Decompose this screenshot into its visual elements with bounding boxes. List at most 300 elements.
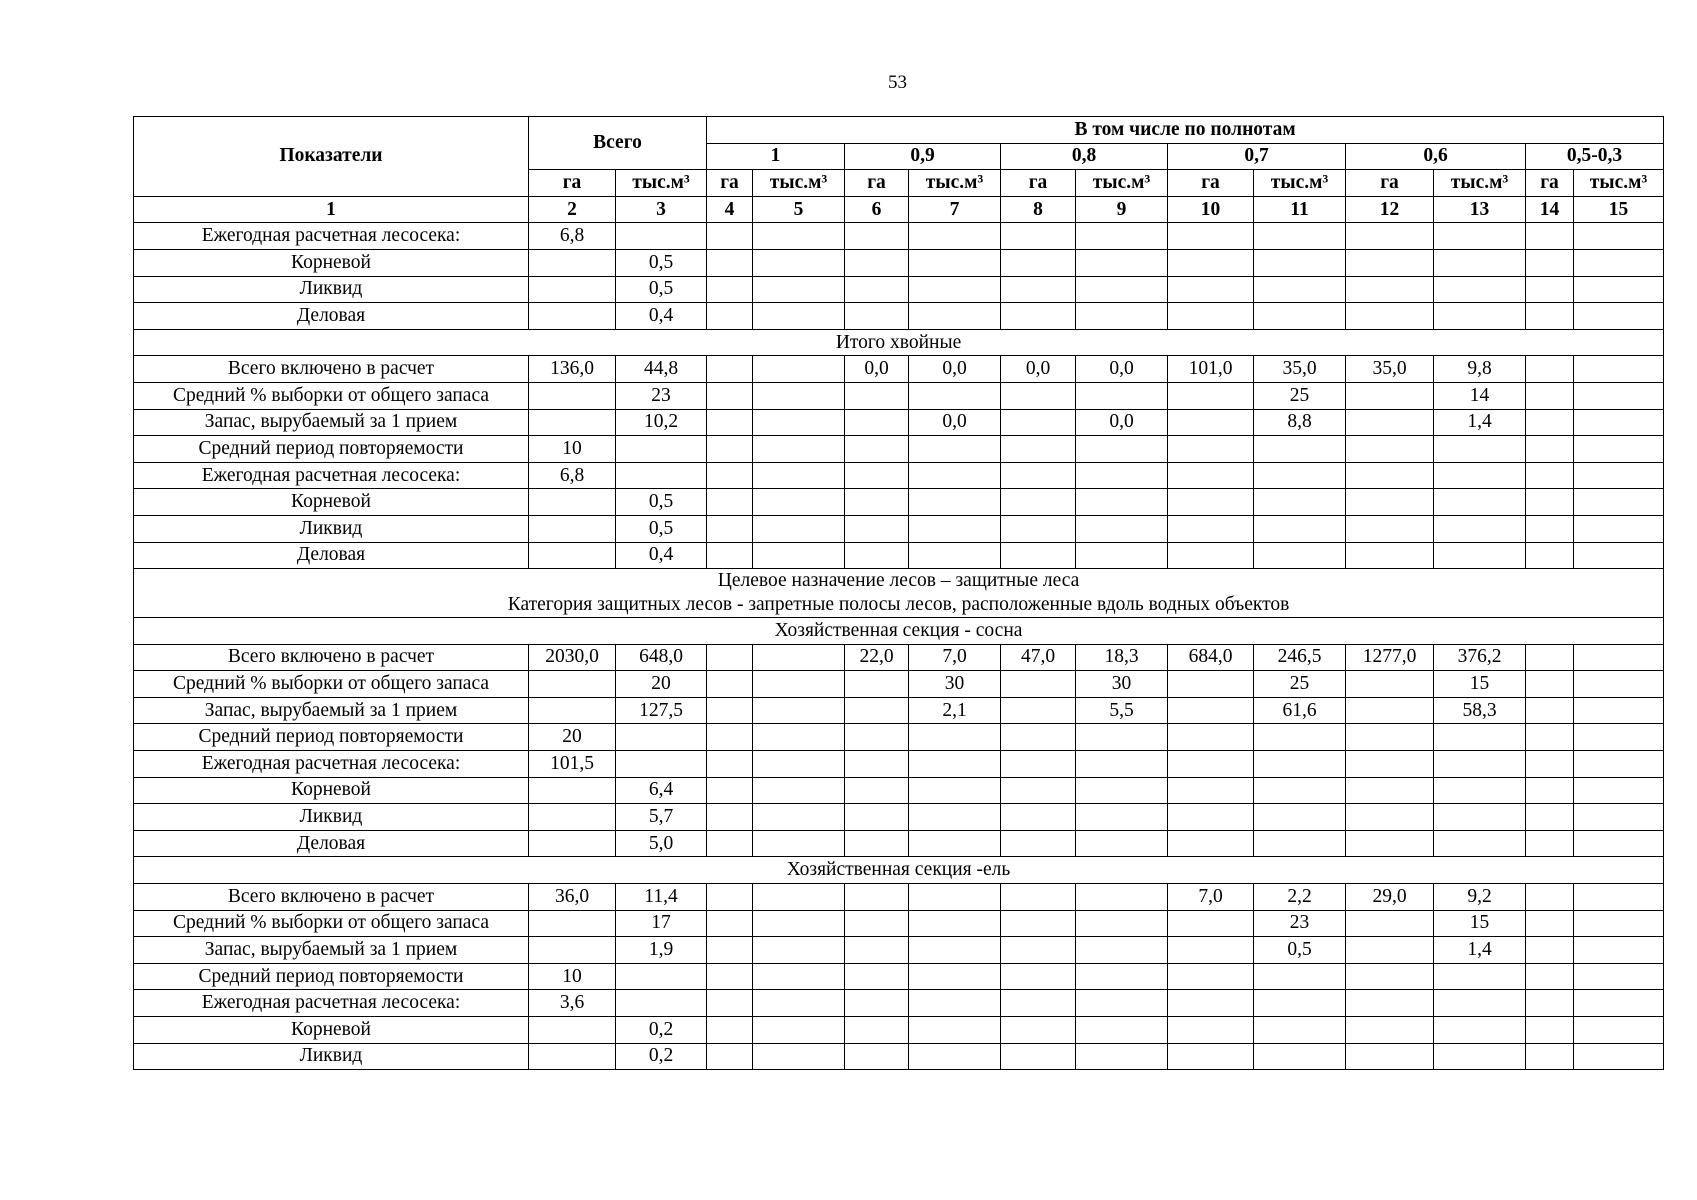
- table-cell: [1526, 671, 1574, 698]
- row-label: Корневой: [134, 777, 529, 804]
- table-cell: [909, 990, 1001, 1017]
- table-cell: [1168, 409, 1254, 436]
- table-cell: [616, 462, 707, 489]
- table-cell: [1574, 644, 1664, 671]
- table-cell: [1574, 671, 1664, 698]
- table-cell: [529, 697, 616, 724]
- table-cell: 29,0: [1346, 884, 1434, 911]
- table-cell: 23: [1254, 910, 1346, 937]
- table-cell: 0,5: [616, 515, 707, 542]
- table-cell: [753, 462, 845, 489]
- table-cell: [1254, 276, 1346, 303]
- section-title-line: Категория защитных лесов - запретные полосы лесов, расположенные вдоль водных объектов: [507, 594, 1290, 616]
- table-cell: [707, 910, 753, 937]
- table-cell: [529, 1017, 616, 1044]
- table-cell: [845, 436, 909, 463]
- unit-ha: га: [1346, 170, 1434, 197]
- unit-ha: га: [1001, 170, 1076, 197]
- table-cell: [1168, 963, 1254, 990]
- table-cell: 18,3: [1076, 644, 1168, 671]
- column-number: 2: [529, 196, 616, 223]
- table-cell: [529, 542, 616, 569]
- table-cell: [1001, 724, 1076, 751]
- table-cell: 6,8: [529, 462, 616, 489]
- table-cell: [1574, 751, 1664, 778]
- section-title: [134, 857, 1664, 884]
- section-row: [134, 569, 1664, 618]
- table-cell: [1346, 462, 1434, 489]
- table-cell: [909, 223, 1001, 250]
- table-cell: 30: [909, 671, 1001, 698]
- table-cell: [1526, 910, 1574, 937]
- table-cell: [1346, 777, 1434, 804]
- table-cell: [1168, 804, 1254, 831]
- row-label: Запас, вырубаемый за 1 прием: [134, 937, 529, 964]
- table-row: [134, 830, 1664, 857]
- table-cell: [1526, 515, 1574, 542]
- row-label: Деловая: [134, 542, 529, 569]
- table-cell: [1076, 777, 1168, 804]
- table-cell: [1346, 409, 1434, 436]
- table-cell: 35,0: [1346, 356, 1434, 383]
- table-cell: [707, 990, 753, 1017]
- section-row: [134, 857, 1664, 884]
- table-row: [134, 804, 1664, 831]
- table-cell: [1001, 990, 1076, 1017]
- table-row: [134, 990, 1664, 1017]
- table-cell: [707, 542, 753, 569]
- table-cell: [1076, 724, 1168, 751]
- table-cell: [1168, 249, 1254, 276]
- column-number: 9: [1076, 196, 1168, 223]
- table-cell: [909, 542, 1001, 569]
- section-title-line: Хозяйственная секция -ель: [786, 859, 1011, 881]
- table-row: [134, 671, 1664, 698]
- table-cell: [1001, 910, 1076, 937]
- section-title: [134, 618, 1664, 645]
- table-row: [134, 462, 1664, 489]
- table-cell: [845, 697, 909, 724]
- row-label: Ежегодная расчетная лесосека:: [134, 990, 529, 1017]
- table-cell: [1574, 542, 1664, 569]
- table-cell: 20: [616, 671, 707, 698]
- section-title: [134, 329, 1664, 356]
- table-cell: [1254, 436, 1346, 463]
- table-cell: [1254, 542, 1346, 569]
- table-cell: [1001, 804, 1076, 831]
- table-cell: [845, 515, 909, 542]
- table-cell: 136,0: [529, 356, 616, 383]
- table-row: [134, 542, 1664, 569]
- table-row: [134, 937, 1664, 964]
- table-cell: [845, 937, 909, 964]
- table-cell: [845, 910, 909, 937]
- column-number: 7: [909, 196, 1001, 223]
- table-cell: [909, 963, 1001, 990]
- table-cell: [1076, 303, 1168, 330]
- table-cell: [1526, 751, 1574, 778]
- table-cell: [1574, 1017, 1664, 1044]
- table-cell: [753, 990, 845, 1017]
- table-cell: [1001, 830, 1076, 857]
- table-cell: [1168, 542, 1254, 569]
- table-cell: [1574, 489, 1664, 516]
- table-cell: [1526, 963, 1574, 990]
- table-cell: [1168, 830, 1254, 857]
- table-cell: [909, 937, 1001, 964]
- table-cell: [707, 777, 753, 804]
- unit-m3: тыс.м³: [1434, 170, 1526, 197]
- table-cell: [529, 910, 616, 937]
- table-cell: [1168, 223, 1254, 250]
- table-cell: [529, 276, 616, 303]
- table-cell: [1526, 990, 1574, 1017]
- table-cell: [909, 303, 1001, 330]
- table-cell: [1574, 990, 1664, 1017]
- table-cell: [1168, 1043, 1254, 1070]
- table-cell: [1254, 724, 1346, 751]
- column-number: 15: [1574, 196, 1664, 223]
- table-cell: [1434, 303, 1526, 330]
- table-cell: 0,4: [616, 303, 707, 330]
- table-cell: [1001, 777, 1076, 804]
- table-cell: [529, 937, 616, 964]
- table-cell: [845, 884, 909, 911]
- table-cell: [529, 249, 616, 276]
- table-cell: [1574, 777, 1664, 804]
- unit-ha: га: [1168, 170, 1254, 197]
- table-cell: [707, 436, 753, 463]
- table-cell: [909, 276, 1001, 303]
- table-cell: [845, 1017, 909, 1044]
- table-row: [134, 382, 1664, 409]
- row-label: Ежегодная расчетная лесосека:: [134, 751, 529, 778]
- column-number: 10: [1168, 196, 1254, 223]
- unit-m3: тыс.м³: [1574, 170, 1664, 197]
- table-cell: [1346, 303, 1434, 330]
- table-cell: [1434, 436, 1526, 463]
- table-cell: [909, 777, 1001, 804]
- table-cell: [1434, 462, 1526, 489]
- table-row: [134, 249, 1664, 276]
- table-cell: [1001, 963, 1076, 990]
- table-cell: [1168, 777, 1254, 804]
- table-cell: 25: [1254, 671, 1346, 698]
- table-cell: 23: [616, 382, 707, 409]
- table-cell: [707, 489, 753, 516]
- table-cell: [1076, 462, 1168, 489]
- table-cell: [909, 462, 1001, 489]
- table-cell: [1434, 1017, 1526, 1044]
- table-row: [134, 515, 1664, 542]
- table-cell: [845, 830, 909, 857]
- table-cell: [529, 409, 616, 436]
- table-cell: 7,0: [1168, 884, 1254, 911]
- table-cell: [1254, 515, 1346, 542]
- table-cell: [1001, 303, 1076, 330]
- table-cell: [909, 249, 1001, 276]
- table-cell: [1168, 751, 1254, 778]
- table-cell: [1076, 249, 1168, 276]
- table-cell: [1434, 777, 1526, 804]
- table-cell: [707, 1043, 753, 1070]
- table-cell: [529, 804, 616, 831]
- table-cell: 5,5: [1076, 697, 1168, 724]
- table-cell: [707, 751, 753, 778]
- table-cell: [707, 356, 753, 383]
- table-cell: [1526, 382, 1574, 409]
- table-cell: [753, 515, 845, 542]
- table-cell: [616, 751, 707, 778]
- table-row: [134, 644, 1664, 671]
- table-cell: [1346, 436, 1434, 463]
- table-cell: [909, 910, 1001, 937]
- table-cell: [1168, 489, 1254, 516]
- header-density-0-8: 0,8: [1001, 143, 1168, 170]
- table-cell: 1277,0: [1346, 644, 1434, 671]
- table-cell: [616, 963, 707, 990]
- table-cell: [753, 436, 845, 463]
- table-cell: [529, 489, 616, 516]
- table-cell: [1076, 804, 1168, 831]
- table-cell: [707, 276, 753, 303]
- table-cell: [1574, 276, 1664, 303]
- table-cell: [1526, 276, 1574, 303]
- table-cell: [1254, 1043, 1346, 1070]
- table-cell: 101,5: [529, 751, 616, 778]
- table-cell: 14: [1434, 382, 1526, 409]
- table-cell: [1001, 249, 1076, 276]
- table-cell: [1168, 382, 1254, 409]
- table-cell: [909, 1043, 1001, 1070]
- row-label: Средний период повторяемости: [134, 963, 529, 990]
- row-label: Корневой: [134, 249, 529, 276]
- table-cell: [1168, 910, 1254, 937]
- table-cell: [707, 884, 753, 911]
- column-number: 6: [845, 196, 909, 223]
- table-cell: [1526, 644, 1574, 671]
- table-cell: [1526, 777, 1574, 804]
- table-cell: [1346, 963, 1434, 990]
- unit-m3: тыс.м³: [616, 170, 707, 197]
- table-cell: [1526, 409, 1574, 436]
- table-cell: [753, 249, 845, 276]
- table-row: [134, 777, 1664, 804]
- table-cell: 0,0: [845, 356, 909, 383]
- table-row: [134, 356, 1664, 383]
- table-cell: [1574, 724, 1664, 751]
- table-cell: [1001, 542, 1076, 569]
- table-cell: [1168, 937, 1254, 964]
- table-cell: [909, 515, 1001, 542]
- table-cell: 0,5: [616, 276, 707, 303]
- table-cell: [1254, 830, 1346, 857]
- table-cell: 0,0: [1076, 356, 1168, 383]
- table-cell: [1168, 462, 1254, 489]
- table-cell: [529, 671, 616, 698]
- table-cell: [1076, 910, 1168, 937]
- table-cell: [616, 436, 707, 463]
- table-cell: [753, 303, 845, 330]
- table-cell: 7,0: [909, 644, 1001, 671]
- table-cell: 0,0: [909, 409, 1001, 436]
- table-cell: [845, 542, 909, 569]
- table-cell: [1434, 804, 1526, 831]
- table-cell: [1574, 436, 1664, 463]
- row-label: Средний период повторяемости: [134, 724, 529, 751]
- column-number: 5: [753, 196, 845, 223]
- table-cell: [707, 462, 753, 489]
- table-cell: [753, 223, 845, 250]
- table-cell: [1076, 990, 1168, 1017]
- table-cell: [845, 990, 909, 1017]
- unit-m3: тыс.м³: [1076, 170, 1168, 197]
- table-cell: [1076, 489, 1168, 516]
- table-cell: [1574, 884, 1664, 911]
- table-cell: [1168, 671, 1254, 698]
- table-cell: 25: [1254, 382, 1346, 409]
- unit-ha: га: [529, 170, 616, 197]
- table-row: [134, 910, 1664, 937]
- table-cell: [529, 382, 616, 409]
- table-cell: [1001, 515, 1076, 542]
- table-cell: [1526, 249, 1574, 276]
- header-density-1: 1: [707, 143, 845, 170]
- table-cell: 11,4: [616, 884, 707, 911]
- table-cell: 9,8: [1434, 356, 1526, 383]
- table-cell: 5,7: [616, 804, 707, 831]
- table-cell: [753, 1017, 845, 1044]
- table-cell: 648,0: [616, 644, 707, 671]
- column-number: 4: [707, 196, 753, 223]
- table-cell: [1526, 884, 1574, 911]
- table-cell: [1346, 751, 1434, 778]
- table-cell: [845, 223, 909, 250]
- table-cell: [753, 830, 845, 857]
- table-cell: [1168, 724, 1254, 751]
- column-number: 13: [1434, 196, 1526, 223]
- table-cell: [616, 223, 707, 250]
- table-cell: [1001, 1017, 1076, 1044]
- header-density-0-9: 0,9: [845, 143, 1001, 170]
- table-cell: [1076, 515, 1168, 542]
- row-label: Средний % выборки от общего запаса: [134, 910, 529, 937]
- row-label: Корневой: [134, 1017, 529, 1044]
- table-cell: [1001, 751, 1076, 778]
- table-cell: [845, 1043, 909, 1070]
- table-cell: 6,4: [616, 777, 707, 804]
- section-row: [134, 618, 1664, 645]
- table-cell: [1001, 671, 1076, 698]
- table-cell: 10: [529, 436, 616, 463]
- table-cell: [1254, 1017, 1346, 1044]
- table-cell: 17: [616, 910, 707, 937]
- table-cell: [1346, 937, 1434, 964]
- header-density-0-6: 0,6: [1346, 143, 1526, 170]
- table-cell: 0,5: [1254, 937, 1346, 964]
- table-cell: [753, 356, 845, 383]
- unit-m3: тыс.м³: [753, 170, 845, 197]
- table-cell: [707, 644, 753, 671]
- table-cell: [1346, 697, 1434, 724]
- table-cell: [707, 515, 753, 542]
- table-cell: [1076, 963, 1168, 990]
- unit-m3: тыс.м³: [1254, 170, 1346, 197]
- table-cell: [845, 724, 909, 751]
- table-cell: [707, 409, 753, 436]
- table-cell: [1168, 697, 1254, 724]
- table-cell: [845, 489, 909, 516]
- header-density-0-5-0-3: 0,5-0,3: [1526, 143, 1664, 170]
- table-cell: [1346, 804, 1434, 831]
- table-cell: [753, 937, 845, 964]
- table-cell: [1574, 462, 1664, 489]
- column-number: 11: [1254, 196, 1346, 223]
- table-row: [134, 963, 1664, 990]
- column-number: 14: [1526, 196, 1574, 223]
- table-cell: 44,8: [616, 356, 707, 383]
- table-cell: 61,6: [1254, 697, 1346, 724]
- unit-ha: га: [845, 170, 909, 197]
- table-cell: [909, 436, 1001, 463]
- table-row: [134, 223, 1664, 250]
- table-cell: [1254, 462, 1346, 489]
- table-cell: 127,5: [616, 697, 707, 724]
- table-cell: [1526, 223, 1574, 250]
- table-cell: [1001, 697, 1076, 724]
- table-cell: [845, 249, 909, 276]
- table-cell: 36,0: [529, 884, 616, 911]
- table-cell: 0,4: [616, 542, 707, 569]
- table-cell: [529, 515, 616, 542]
- table-cell: [1001, 937, 1076, 964]
- table-cell: [1001, 489, 1076, 516]
- table-cell: [753, 1043, 845, 1070]
- table-cell: [1076, 937, 1168, 964]
- table-cell: 5,0: [616, 830, 707, 857]
- table-cell: [1526, 1043, 1574, 1070]
- table-cell: [845, 303, 909, 330]
- row-label: Корневой: [134, 489, 529, 516]
- table-cell: [909, 830, 1001, 857]
- table-cell: [1574, 804, 1664, 831]
- table-cell: [1254, 990, 1346, 1017]
- table-cell: [753, 276, 845, 303]
- table-cell: [909, 382, 1001, 409]
- table-cell: [1254, 777, 1346, 804]
- table-cell: 376,2: [1434, 644, 1526, 671]
- table-cell: [707, 1017, 753, 1044]
- row-label: Всего включено в расчет: [134, 356, 529, 383]
- table-cell: [909, 489, 1001, 516]
- table-cell: [707, 937, 753, 964]
- table-cell: 1,9: [616, 937, 707, 964]
- row-label: Запас, вырубаемый за 1 прием: [134, 697, 529, 724]
- table-cell: [1574, 963, 1664, 990]
- table-cell: 15: [1434, 910, 1526, 937]
- table-cell: [1001, 409, 1076, 436]
- header-total: Всего: [529, 117, 707, 170]
- table-cell: [707, 382, 753, 409]
- table-cell: [1526, 462, 1574, 489]
- row-label: Ежегодная расчетная лесосека:: [134, 462, 529, 489]
- table-cell: 9,2: [1434, 884, 1526, 911]
- table-cell: [909, 884, 1001, 911]
- table-cell: [753, 804, 845, 831]
- table-cell: 0,2: [616, 1017, 707, 1044]
- table-cell: [707, 223, 753, 250]
- table-cell: 47,0: [1001, 644, 1076, 671]
